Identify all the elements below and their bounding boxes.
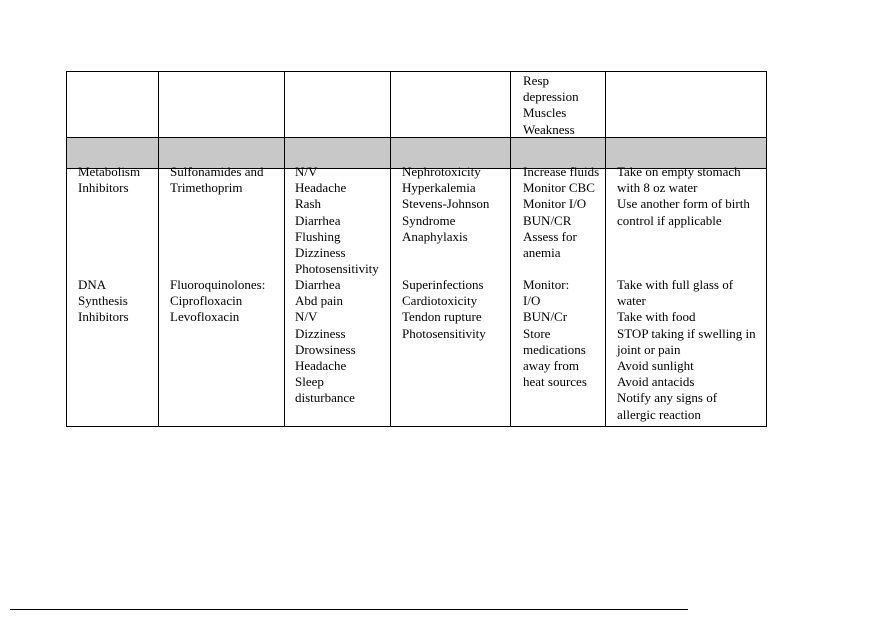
cell-line: disturbance (295, 390, 355, 406)
cell-line: medications (523, 341, 586, 357)
cell-line: control if applicable (617, 212, 722, 228)
cell-line: Hyperkalemia (402, 180, 476, 196)
cell-line: Take on empty stomach (617, 164, 741, 179)
cell-line: Avoid sunlight (617, 358, 694, 374)
row2-adverse-effects-cell (402, 277, 486, 342)
cell-line: Drowsiness (295, 341, 356, 357)
cell-line: Abd pain (295, 293, 344, 309)
cell-line: Sleep (295, 374, 324, 390)
row2-side-effects-cell (295, 277, 356, 407)
cell-line: Superinfections (402, 277, 484, 292)
cell-line: STOP taking if swelling in (617, 325, 756, 341)
row2-drug-cell (170, 277, 265, 326)
cell-line: Muscles (523, 105, 567, 121)
cell-line: Monitor: (523, 277, 570, 292)
cell-line: I/O (523, 293, 541, 309)
cell-line: N/V (295, 164, 318, 179)
cell-line: DNA (78, 277, 107, 292)
cell-line: Notify any signs of (617, 390, 718, 406)
cell-line: Syndrome (402, 212, 456, 228)
cell-line: Monitor I/O (523, 196, 587, 212)
cell-line: heat sources (523, 374, 587, 390)
column-divider (158, 72, 159, 426)
cell-line: Take with food (617, 309, 696, 325)
cell-line: Headache (295, 180, 347, 196)
row1-adverse-effects-cell (402, 164, 489, 245)
cell-line: Use another form of birth (617, 196, 750, 212)
cell-line: Stevens-Johnson (402, 196, 490, 212)
cell-line: Monitor CBC (523, 180, 595, 196)
cell-line: Dizziness (295, 325, 346, 341)
row2-teaching-cell (617, 277, 756, 423)
cell-line: Inhibitors (78, 309, 129, 325)
cell-line: Sulfonamides and (170, 164, 264, 179)
cell-line: Resp (523, 73, 549, 88)
cell-line: Trimethoprim (170, 180, 243, 196)
cell-line: Photosensitivity (295, 261, 379, 277)
cell-line: Levofloxacin (170, 309, 240, 325)
cell-line: away from (523, 358, 579, 374)
cell-line: BUN/CR (523, 212, 572, 228)
cell-line: Fluoroquinolones: (170, 277, 266, 292)
cell-line: Ciprofloxacin (170, 293, 243, 309)
cell-line: Headache (295, 358, 347, 374)
cell-line: Nephrotoxicity (402, 164, 481, 179)
cell-line: allergic reaction (617, 406, 701, 422)
cell-line: Cardiotoxicity (402, 293, 478, 309)
cell-line: Anaphylaxis (402, 228, 468, 244)
footnote-separator (10, 609, 688, 610)
column-divider (605, 72, 606, 426)
cell-line: Diarrhea (295, 277, 341, 292)
row1-class-cell (78, 164, 140, 196)
drug-table (66, 71, 767, 427)
row1-nursing-cell (523, 164, 599, 261)
column-divider (390, 72, 391, 426)
row1-teaching-cell (617, 164, 750, 229)
cell-line: Metabolism (78, 164, 141, 179)
cell-line: joint or pain (617, 341, 681, 357)
cell-line: Store (523, 325, 551, 341)
cell-line: water (617, 293, 646, 309)
cell-line: Synthesis (78, 293, 128, 309)
cell-line: Rash (295, 196, 321, 212)
partial-row-nursing-cell (523, 73, 579, 138)
cell-line: Dizziness (295, 245, 346, 261)
row2-class-cell (78, 277, 129, 326)
cell-line: Avoid antacids (617, 374, 695, 390)
cell-line: anemia (523, 245, 561, 261)
cell-line: Increase fluids (523, 164, 600, 179)
cell-line: Inhibitors (78, 180, 129, 196)
cell-line: BUN/Cr (523, 309, 568, 325)
cell-line: Photosensitivity (402, 325, 486, 341)
cell-line: Tendon rupture (402, 309, 482, 325)
row1-side-effects-cell (295, 164, 379, 277)
column-divider (284, 72, 285, 426)
cell-line: N/V (295, 309, 318, 325)
cell-line: Flushing (295, 228, 341, 244)
column-divider (510, 72, 511, 426)
cell-line: depression (523, 89, 579, 105)
cell-line: Weakness (523, 121, 575, 137)
cell-line: with 8 oz water (617, 180, 698, 196)
cell-line: Take with full glass of (617, 277, 734, 292)
row2-nursing-cell (523, 277, 587, 390)
row1-drug-cell (170, 164, 264, 196)
cell-line: Diarrhea (295, 212, 341, 228)
cell-line: Assess for (523, 228, 577, 244)
